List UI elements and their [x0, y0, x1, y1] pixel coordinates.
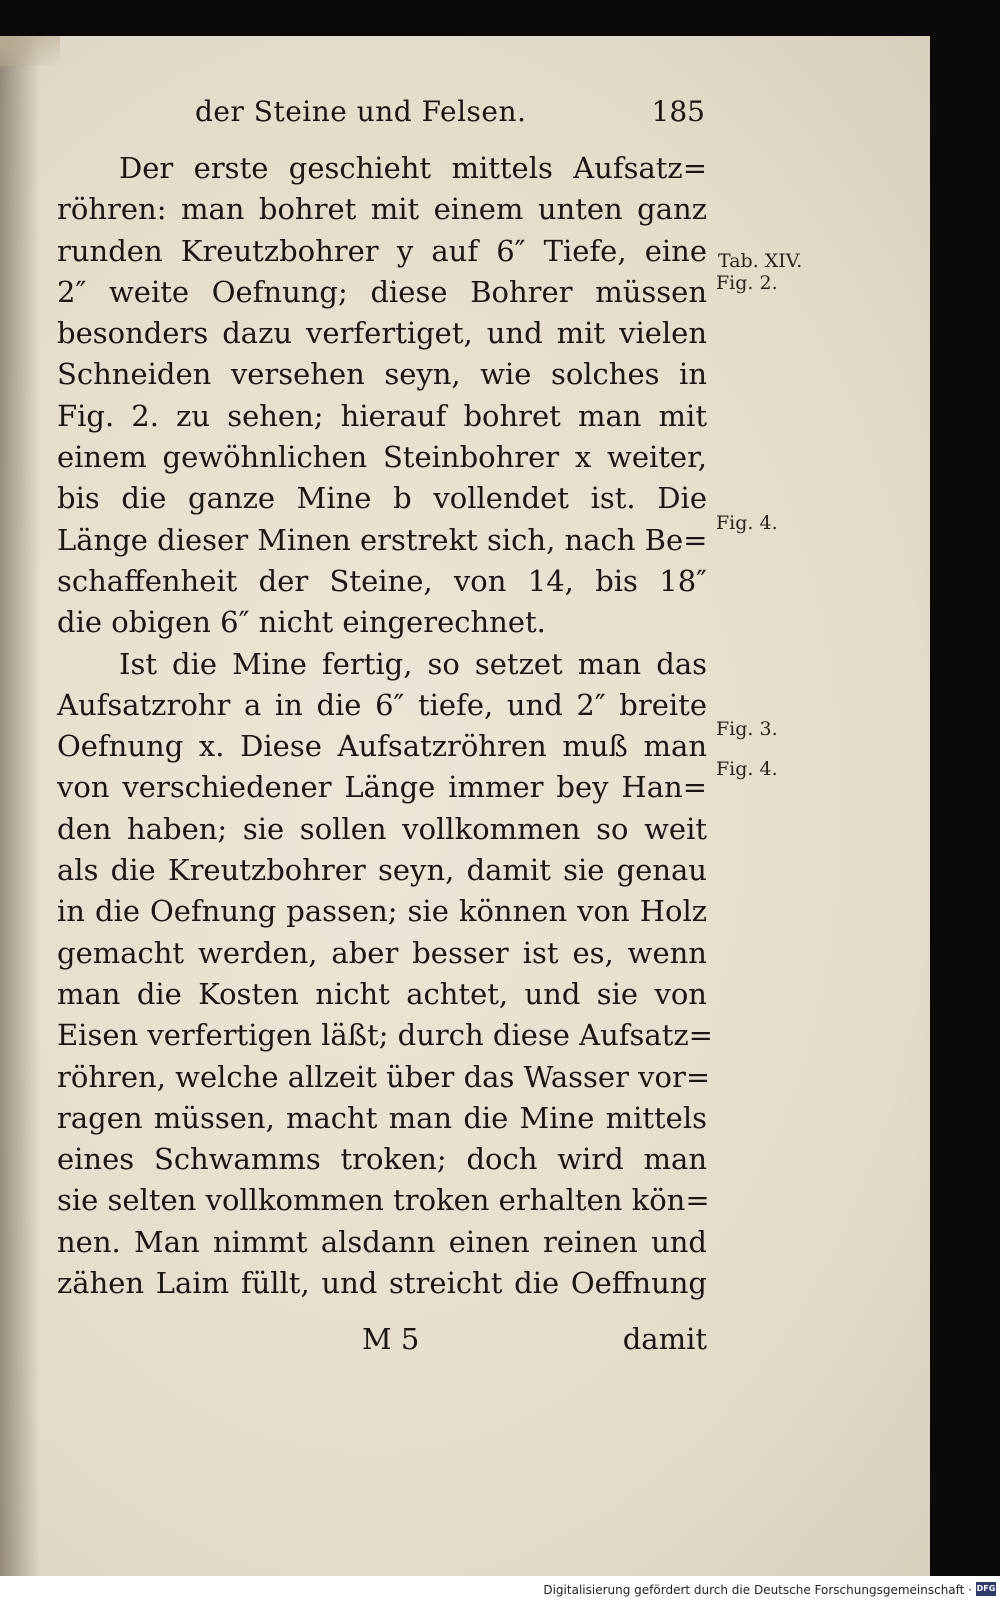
text-line: runden Kreutzbohrer y auf 6″ Tiefe, eine: [57, 233, 707, 268]
text-line: Der erste geschieht mittels Aufsatz=: [119, 151, 707, 185]
text-line: gemacht werden, aber besser ist es, wenn: [57, 935, 707, 970]
text-line: man die Kosten nicht achtet, und sie von: [57, 976, 707, 1011]
margin-note-fig-4-second: Fig. 4.: [716, 758, 778, 780]
text-line: eines Schwamms troken; doch wird man: [57, 1142, 707, 1177]
text-line: nen. Man nimmt alsdann einen reinen und: [57, 1224, 707, 1259]
text-line: 2″ weite Oefnung; diese Bohrer müssen: [57, 274, 707, 309]
text-line: Fig. 2. zu sehen; hierauf bohret man mit: [57, 398, 707, 433]
text-line: Ist die Mine fertig, so setzet man das: [119, 646, 707, 681]
text-line: sie selten vollkommen troken erhalten kön=: [57, 1183, 710, 1218]
scan-footer: [0, 1576, 1000, 1605]
body-text: [57, 148, 713, 1304]
text-line: röhren: man bohret mit einem unten ganz: [57, 192, 707, 227]
text-line: bis die ganze Mine b vollendet ist. Die: [57, 481, 707, 516]
text-line: ragen müssen, macht man die Mine mittels: [57, 1100, 707, 1135]
page-number: 185: [651, 95, 705, 128]
text-line: besonders dazu verfertiget, und mit vielen: [57, 316, 707, 351]
text-line: die obigen 6″ nicht eingerechnet.: [57, 605, 546, 640]
text-line: einem gewöhnlichen Steinbohrer x weiter,: [57, 440, 707, 475]
text-line: röhren, welche allzeit über das Wasser vor=: [57, 1059, 711, 1094]
text-line: den haben; sie sollen vollkommen so weit: [57, 811, 707, 846]
text-line: zähen Laim füllt, und streicht die Oeffnung: [57, 1266, 707, 1301]
text-line: Länge dieser Minen erstrekt sich, nach Be=: [57, 522, 708, 557]
funding-credit: Digitalisierung gefördert durch die Deutsche Forschungsgemeinschaft ·: [543, 1583, 972, 1597]
corner-stain: [0, 36, 60, 66]
spine-shadow: [0, 36, 40, 1576]
dfg-logo-icon: DFG: [976, 1582, 996, 1596]
text-line: schaffenheit der Steine, von 14, bis 18″: [57, 563, 707, 598]
signature-line: [57, 1322, 707, 1362]
text-line: Oefnung x. Diese Aufsatzröhren muß man: [57, 729, 707, 764]
text-line: in die Oefnung passen; sie können von Holz: [57, 894, 707, 929]
text-line: Schneiden versehen seyn, wie solches in: [57, 357, 707, 392]
catchword: damit: [622, 1322, 707, 1356]
margin-note-tab: Tab. XIV.: [718, 250, 803, 272]
margin-note-fig-2: Fig. 2.: [716, 272, 778, 294]
text-line: als die Kreutzbohrer seyn, damit sie genau: [57, 853, 707, 888]
margin-note-fig-4: Fig. 4.: [716, 512, 778, 534]
text-line: von verschiedener Länge immer bey Han=: [57, 770, 707, 805]
text-line: Eisen verfertigen läßt; durch diese Aufsatz=: [57, 1018, 713, 1053]
running-title: der Steine und Felsen.: [195, 95, 527, 128]
printer-signature: M 5: [362, 1322, 420, 1356]
margin-note-fig-3: Fig. 3.: [716, 718, 778, 740]
text-line: Aufsatzrohr a in die 6″ tiefe, und 2″ breite: [57, 687, 707, 722]
page-header: [195, 95, 705, 135]
